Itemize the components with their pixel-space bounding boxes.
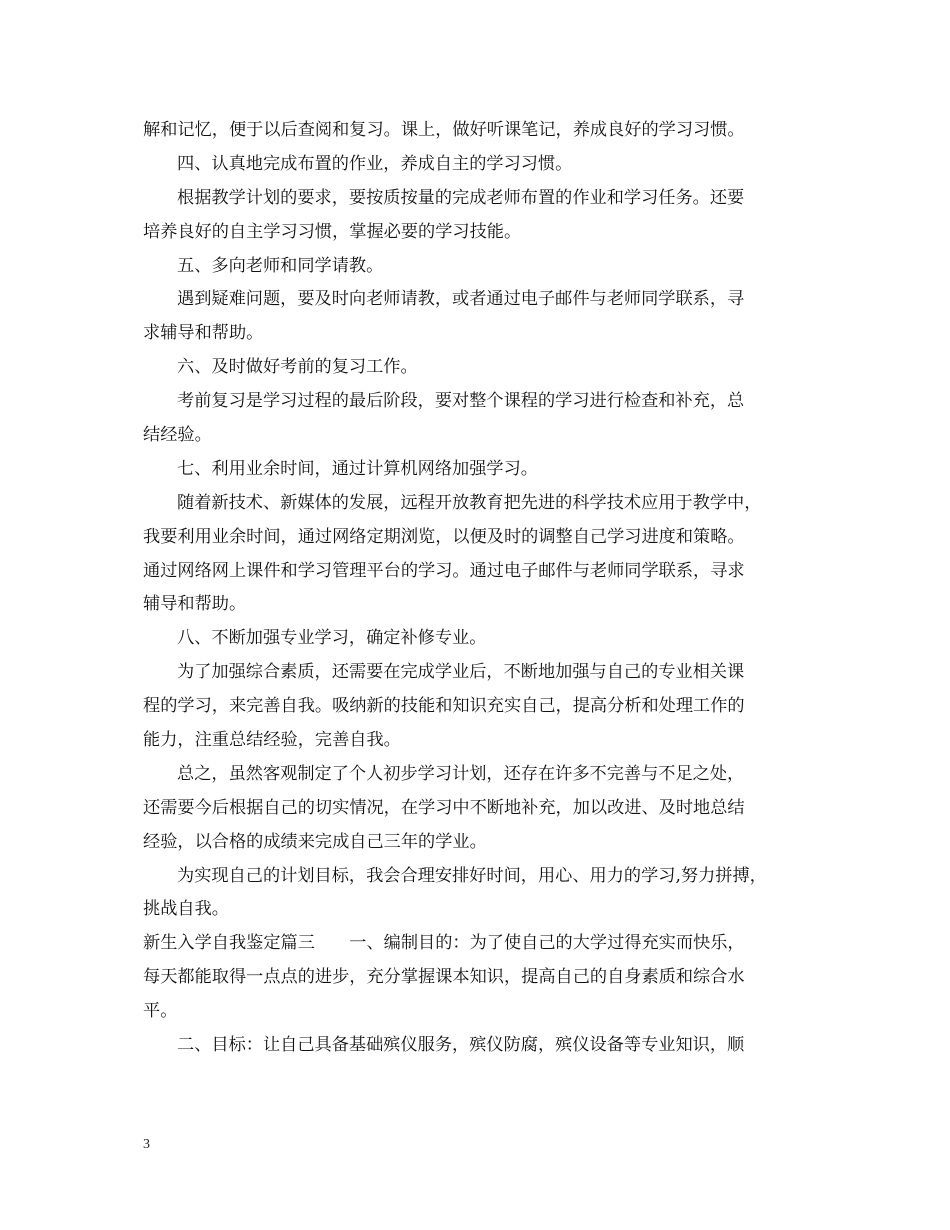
text-line: 挑战自我。 (143, 899, 229, 920)
page-number: 3 (143, 1137, 150, 1152)
section-heading: 六、及时做好考前的复习工作。 (177, 357, 418, 378)
text-line: 随着新技术、新媒体的发展，远程开放教育把先进的科学技术应用于教学中， (177, 492, 762, 513)
section-heading: 八、不断加强专业学习，确定补修专业。 (177, 628, 487, 649)
text-line: 经验，以合格的成绩来完成自己三年的学业。 (143, 831, 487, 852)
text-line: 通过网络网上课件和学习管理平台的学习。通过电子邮件与老师同学联系，寻求 (143, 560, 745, 581)
text-line: 每天都能取得一点点的进步，充分掌握课本知识，提高自己的自身素质和综合水 (143, 967, 745, 988)
article-title-line: 新生入学自我鉴定篇三 一、编制目的：为了使自己的大学过得充实而快乐， (143, 933, 745, 954)
text-line: 求辅导和帮助。 (143, 323, 264, 344)
text-line: 根据教学计划的要求，要按质按量的完成老师布置的作业和学习任务。还要 (177, 187, 745, 208)
text-line: 还需要今后根据自己的切实情况，在学习中不断地补充，加以改进、及时地总结 (143, 797, 745, 818)
text-line: 考前复习是学习过程的最后阶段，要对整个课程的学习进行检查和补充，总 (177, 391, 745, 412)
text-line: 二、目标：让自己具备基础殡仪服务，殡仪防腐，殡仪设备等专业知识，顺 (177, 1035, 745, 1056)
text-line: 程的学习，来完善自我。吸纳新的技能和知识充实自己，提高分析和处理工作的 (143, 696, 745, 717)
text-line: 我要利用业余时间，通过网络定期浏览，以便及时的调整自己学习进度和策略。 (143, 526, 745, 547)
text-line: 为了加强综合素质，还需要在完成学业后，不断地加强与自己的专业相关课 (177, 662, 745, 683)
section-heading: 五、多向老师和同学请教。 (177, 255, 384, 276)
text-line: 辅导和帮助。 (143, 594, 247, 615)
text-line: 为实现自己的计划目标，我会合理安排好时间，用心、用力的学习,努力拼搏， (177, 865, 767, 886)
text-line: 遇到疑难问题，要及时向老师请教，或者通过电子邮件与老师同学联系，寻 (177, 289, 745, 310)
text-line: 总之，虽然客观制定了个人初步学习计划，还存在许多不完善与不足之处， (177, 763, 745, 784)
text-line: 能力，注重总结经验，完善自我。 (143, 730, 401, 751)
text-line: 结经验。 (143, 425, 212, 446)
text-line: 解和记忆，便于以后查阅和复习。课上，做好听课笔记，养成良好的学习习惯。 (143, 120, 745, 140)
section-heading: 七、利用业余时间，通过计算机网络加强学习。 (177, 458, 538, 479)
document-body (143, 114, 823, 1063)
section-heading: 四、认真地完成布置的作业，养成自主的学习习惯。 (177, 153, 573, 174)
text-line: 培养良好的自主学习习惯，掌握必要的学习技能。 (143, 221, 522, 242)
text-line: 平。 (143, 1001, 178, 1022)
